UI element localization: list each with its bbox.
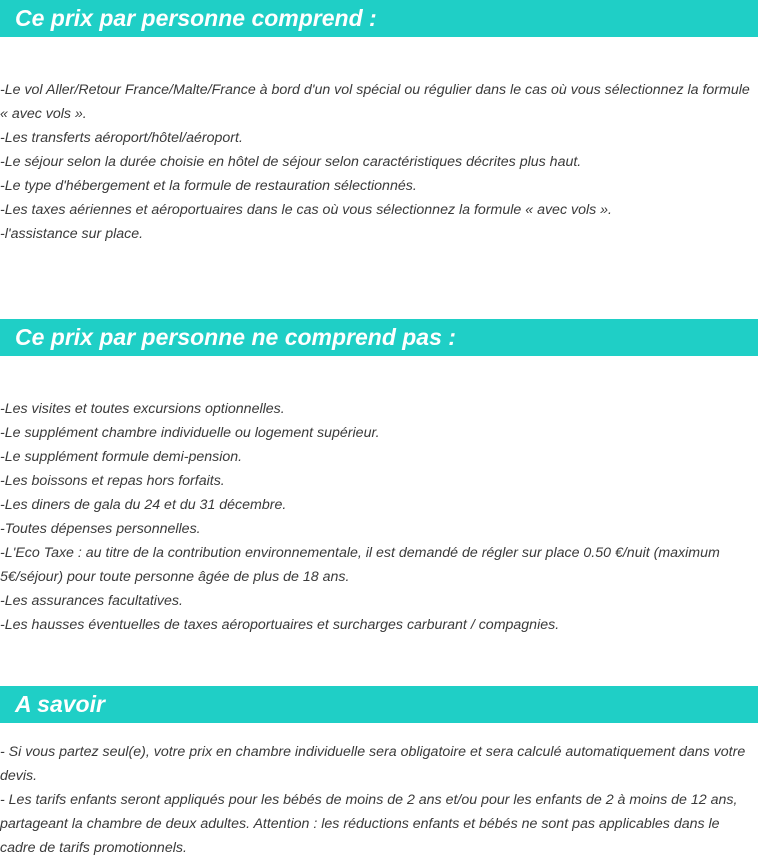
list-item: -L'Eco Taxe : au titre de la contribution environnementale, il est demandé de régler sur place 0.50 €/nuit (maximum 5€/séjour) pour toute personne âgée de plus de 18 ans. (0, 545, 720, 585)
list-item: -Les boissons et repas hors forfaits. (0, 473, 225, 489)
list-item: -Les visites et toutes excursions optionnelles. (0, 401, 285, 417)
section-body-included (0, 78, 758, 246)
list-item: - Les tarifs enfants seront appliqués pour les bébés de moins de 2 ans et/ou pour les enfants de 2 à moins de 12 ans, partageant la chambre de deux adultes. Attention : les réductions enfants et bébés ne sont pas applicables dans le cadre de tarifs promotionnels. (0, 792, 738, 856)
list-item: -l'assistance sur place. (0, 226, 144, 242)
section-header-not-included: Ce prix par personne ne comprend pas : (0, 319, 758, 356)
list-item: - Si vous partez seul(e), votre prix en chambre individuelle sera obligatoire et sera calculé automatiquement dans votre devis. (0, 744, 746, 784)
section-body-not-included (0, 397, 758, 637)
section-body-a-savoir (0, 740, 758, 860)
list-item: -Les assurances facultatives. (0, 593, 183, 609)
list-item: -Les diners de gala du 24 et du 31 décembre. (0, 497, 287, 513)
list-item: -Toutes dépenses personnelles. (0, 521, 201, 537)
list-item: -Le type d'hébergement et la formule de restauration sélectionnés. (0, 178, 417, 194)
list-item: -Les hausses éventuelles de taxes aéroportuaires et surcharges carburant / compagnies. (0, 617, 560, 633)
section-header-a-savoir: A savoir (0, 686, 758, 723)
list-item: -Les transferts aéroport/hôtel/aéroport. (0, 130, 243, 146)
section-header-included: Ce prix par personne comprend : (0, 0, 758, 37)
list-item: -Le séjour selon la durée choisie en hôtel de séjour selon caractéristiques décrites plus haut. (0, 154, 582, 170)
list-item: -Le vol Aller/Retour France/Malte/France à bord d'un vol spécial ou régulier dans le cas où vous sélectionnez la formule « avec vols ». (0, 82, 750, 122)
list-item: -Le supplément formule demi-pension. (0, 449, 243, 465)
list-item: -Le supplément chambre individuelle ou logement supérieur. (0, 425, 380, 441)
list-item: -Les taxes aériennes et aéroportuaires dans le cas où vous sélectionnez la formule « avec vols ». (0, 202, 612, 218)
